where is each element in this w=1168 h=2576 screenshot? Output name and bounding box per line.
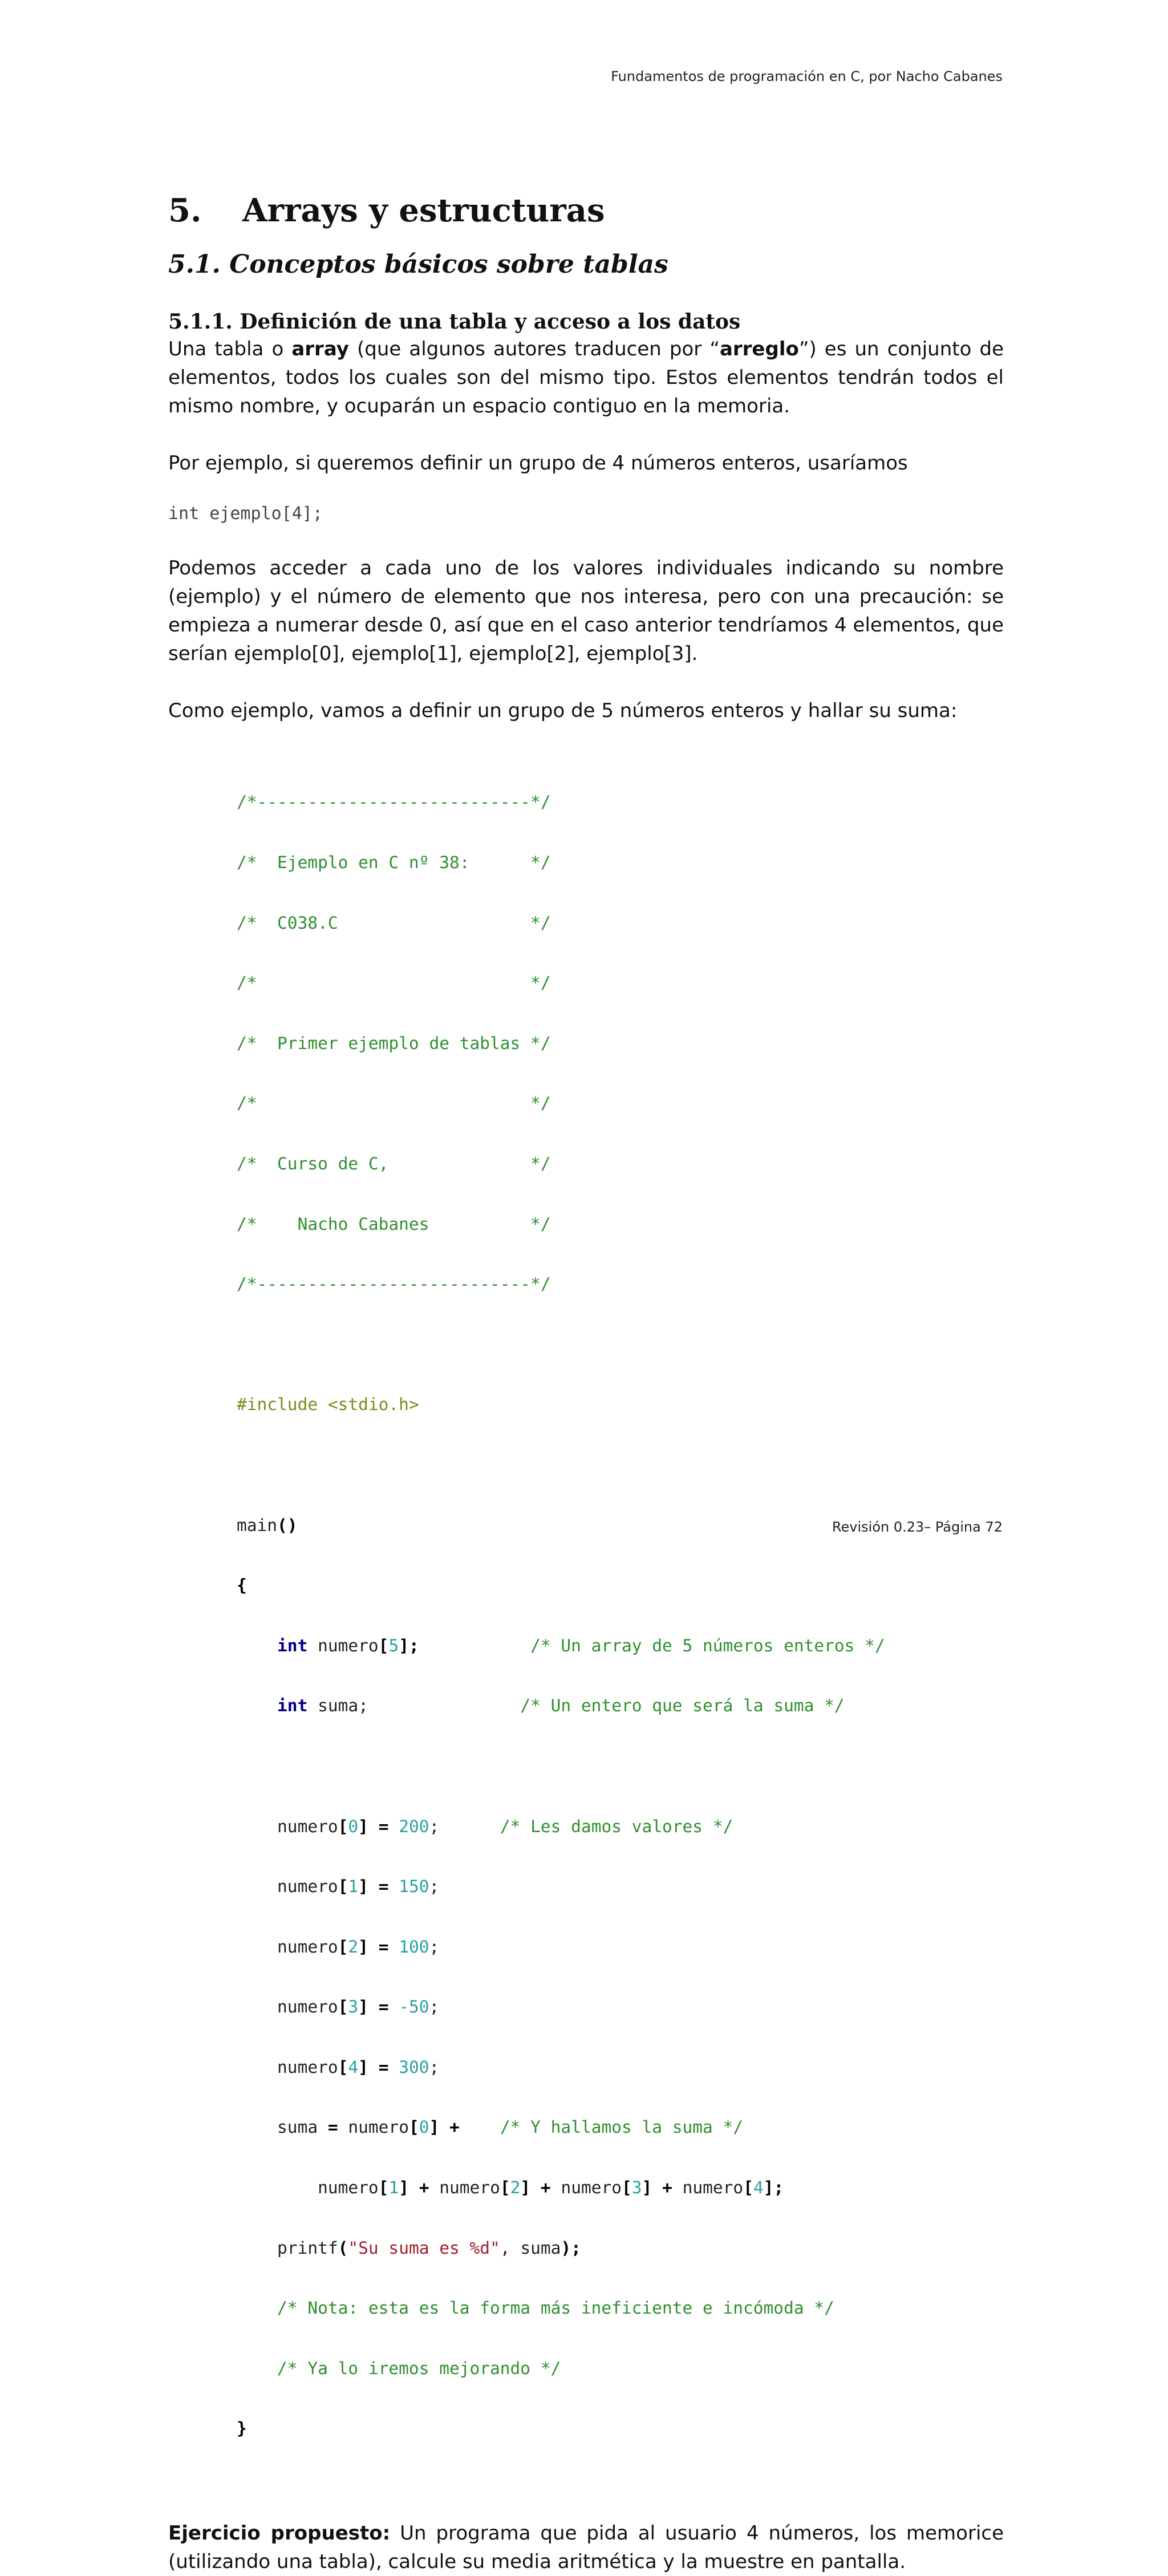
code-comment-line: /* C038.C */ bbox=[237, 913, 551, 933]
paragraph-index-access: Podemos acceder a cada uno de los valores individuales indicando su nombre (ejemplo) y el número de elemento que nos interesa, pero con una precaución: se empieza a numerar desde 0, así que en el caso anterior tendríamos 4 elementos, que serían ejemplo[0], ejemplo[1], ejemplo[2], ejemplo[3]. bbox=[168, 557, 1004, 665]
page-content bbox=[168, 171, 1004, 2576]
section-heading: 5.1. Conceptos básicos sobre tablas bbox=[168, 250, 668, 279]
code-sum-line: suma = numero[0] + /* Y hallamos la suma */ bbox=[277, 2117, 744, 2137]
code-comment-line: /* Primer ejemplo de tablas */ bbox=[237, 1033, 551, 1053]
code-assign-line: numero[0] = 200; /* Les damos valores */ bbox=[277, 1816, 733, 1836]
exercise-label: Ejercicio propuesto: bbox=[168, 2522, 391, 2545]
code-assign-line: numero[2] = 100; bbox=[277, 1937, 440, 1957]
code-listing bbox=[237, 752, 1004, 2479]
inline-code-declaration: int ejemplo[4]; bbox=[168, 504, 323, 524]
code-comment-line: /* Nacho Cabanes */ bbox=[237, 1214, 551, 1234]
code-assign-line: numero[3] = -50; bbox=[277, 1997, 440, 2017]
code-decl-suma: int suma; /* Un entero que será la suma */ bbox=[277, 1696, 845, 1716]
code-comment-line: /* */ bbox=[237, 973, 551, 993]
code-assign-line: numero[4] = 300; bbox=[277, 2057, 440, 2077]
code-close-brace: } bbox=[237, 2419, 247, 2439]
running-header: Fundamentos de programación en C, por Nacho Cabanes bbox=[611, 68, 1003, 84]
page-footer: Revisión 0.23– Página 72 bbox=[832, 1519, 1003, 1535]
chapter-number: 5. bbox=[168, 192, 202, 229]
code-decl-numero: int numero[5]; /* Un array de 5 números enteros */ bbox=[277, 1635, 885, 1655]
subsection-heading: 5.1.1. Definición de una tabla y acceso a los datos bbox=[168, 310, 741, 334]
code-assign-line: numero[1] = 150; bbox=[277, 1877, 440, 1897]
code-note-comment: /* Nota: esta es la forma más ineficiente e incómoda */ bbox=[277, 2298, 834, 2318]
paragraph-definition: Una tabla o array (que algunos autores traducen por “arreglo”) es un conjunto de elementos, todos los cuales son del mismo tipo. Estos elementos tendrán todos el mismo nombre, y ocuparán un espacio contiguo en la memoria. bbox=[168, 338, 1004, 418]
code-comment-line: /*---------------------------*/ bbox=[237, 792, 551, 812]
paragraph-sum-example: Como ejemplo, vamos a definir un grupo de 5 números enteros y hallar su suma: bbox=[168, 699, 958, 722]
chapter-heading bbox=[168, 192, 1004, 229]
chapter-title: Arrays y estructuras bbox=[242, 192, 605, 229]
code-note-comment: /* Ya lo iremos mejorando */ bbox=[277, 2358, 561, 2378]
code-comment-line: /* Ejemplo en C nº 38: */ bbox=[237, 853, 551, 872]
paragraph-example-intro: Por ejemplo, si queremos definir un grupo de 4 números enteros, usaríamos bbox=[168, 452, 908, 475]
code-comment-line: /* */ bbox=[237, 1093, 551, 1113]
term-array: array bbox=[291, 338, 349, 361]
code-comment-line: /* Curso de C, */ bbox=[237, 1153, 551, 1173]
code-sum-continuation: numero[1] + numero[2] + numero[3] + numero[4]; bbox=[318, 2178, 784, 2198]
code-main-signature: main() bbox=[237, 1515, 298, 1535]
exercise-paragraph: Ejercicio propuesto: Un programa que pida al usuario 4 números, los memorice (utilizando una tabla), calcule su media aritmética y la muestre en pantalla. bbox=[168, 2522, 1004, 2574]
code-open-brace: { bbox=[237, 1575, 247, 1595]
code-comment-line: /*---------------------------*/ bbox=[237, 1274, 551, 1294]
code-printf: printf("Su suma es %d", suma); bbox=[277, 2238, 581, 2258]
code-include: #include <stdio.h> bbox=[237, 1395, 419, 1415]
term-arreglo: arreglo bbox=[719, 338, 799, 361]
